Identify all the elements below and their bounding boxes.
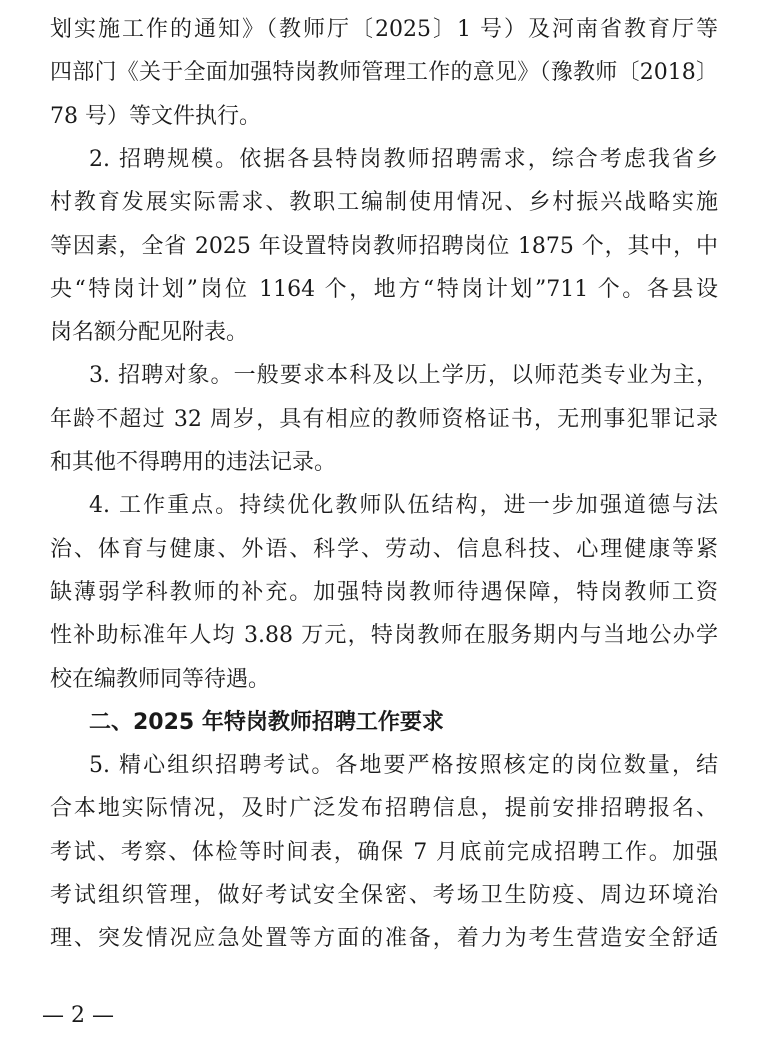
text-line: 年龄不超过 32 周岁，具有相应的教师资格证书，无刑事犯罪记录: [50, 407, 718, 432]
text-line: 性补助标准年人均 3.88 万元，特岗教师在服务期内与当地公办学: [50, 623, 718, 648]
text-line: 岗名额分配见附表。: [50, 320, 249, 345]
text-line: 等因素，全省 2025 年设置特岗教师招聘岗位 1875 个，其中，中: [50, 234, 718, 259]
text-line: 和其他不得聘用的违法记录。: [50, 450, 337, 475]
text-line: 村教育发展实际需求、教职工编制使用情况、乡村振兴战略实施: [50, 190, 718, 215]
paragraph-start: 4. 工作重点。持续优化教师队伍结构，进一步加强道德与法: [89, 493, 718, 518]
section-heading: 二、2025 年特岗教师招聘工作要求: [89, 710, 444, 735]
text-line: 考试组织管理，做好考试安全保密、考场卫生防疫、周边环境治: [50, 883, 718, 908]
text-line: 考试、考察、体检等时间表，确保 7 月底前完成招聘工作。加强: [50, 840, 718, 865]
text-line: 校在编教师同等待遇。: [50, 667, 271, 692]
paragraph-start: 3. 招聘对象。一般要求本科及以上学历，以师范类专业为主，: [89, 363, 718, 388]
paragraph-start: 5. 精心组织招聘考试。各地要严格按照核定的岗位数量，结: [89, 753, 718, 778]
page-number: — 2 —: [42, 1003, 114, 1028]
text-line: 治、体育与健康、外语、科学、劳动、信息科技、心理健康等紧: [50, 537, 718, 562]
text-line: 78 号）等文件执行。: [50, 104, 261, 129]
text-line: 缺薄弱学科教师的补充。加强特岗教师待遇保障，特岗教师工资: [50, 580, 718, 605]
text-line: 合本地实际情况，及时广泛发布招聘信息，提前安排招聘报名、: [50, 796, 718, 821]
text-line: 划实施工作的通知》（教师厅〔2025〕1 号）及河南省教育厅等: [50, 17, 718, 42]
text-line: 理、突发情况应急处置等方面的准备，着力为考生营造安全舒适: [50, 926, 718, 951]
text-line: 央“特岗计划”岗位 1164 个，地方“特岗计划”711 个。各县设: [50, 277, 718, 302]
paragraph-start: 2. 招聘规模。依据各县特岗教师招聘需求，综合考虑我省乡: [89, 147, 718, 172]
text-line: 四部门《关于全面加强特岗教师管理工作的意见》（豫教师〔2018〕: [50, 60, 718, 85]
